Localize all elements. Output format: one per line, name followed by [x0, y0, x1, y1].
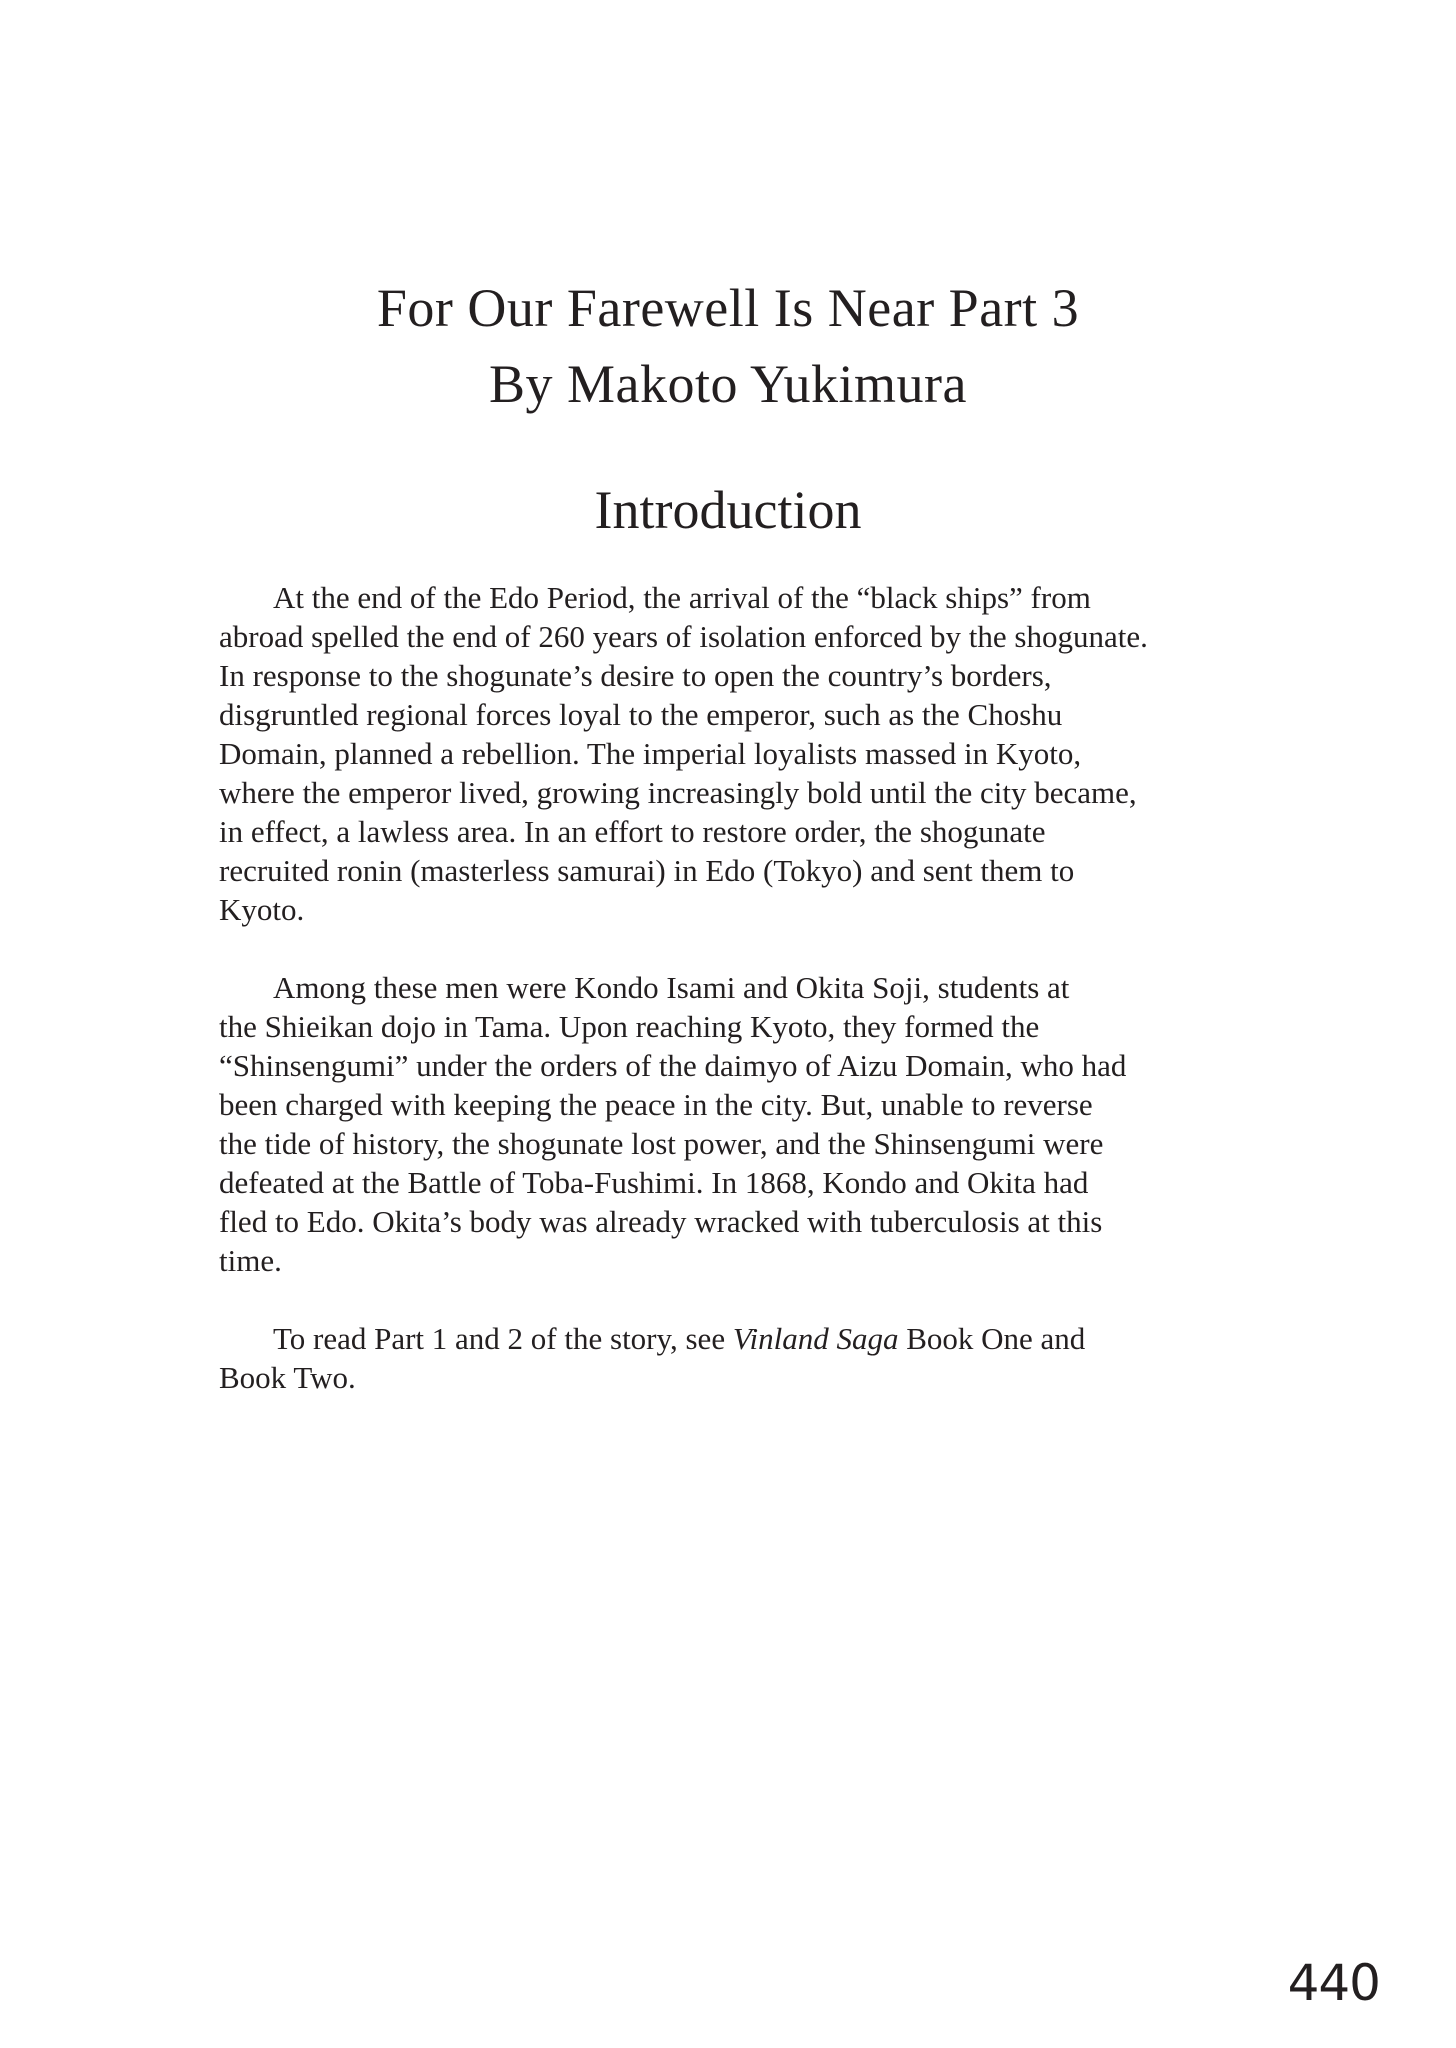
paragraph-line: defeated at the Battle of Toba-Fushimi. In 1868, Kondo and Okita had: [219, 1165, 1089, 1200]
paragraph-line: the tide of history, the shogunate lost power, and the Shinsengumi were: [219, 1126, 1104, 1161]
paragraph-line: time.: [219, 1243, 282, 1278]
book-title-italic: Vinland Saga: [732, 1321, 899, 1356]
paragraph-line: At the end of the Edo Period, the arrival of the “black ships” from: [273, 580, 1091, 615]
paragraph-line: Among these men were Kondo Isami and Okita Soji, students at: [273, 970, 1070, 1005]
paragraph-3: [219, 1319, 1259, 1397]
paragraph-line: in effect, a lawless area. In an effort to restore order, the shogunate: [219, 814, 1046, 849]
paragraph-2: [219, 968, 1259, 1280]
paragraph-line: the Shieikan dojo in Tama. Upon reaching Kyoto, they formed the: [219, 1009, 1040, 1044]
page-number: 440: [1287, 1954, 1380, 2012]
paragraph-text: To read Part 1 and 2 of the story, see: [273, 1321, 733, 1356]
story-title: For Our Farewell Is Near Part 3: [376, 278, 1080, 338]
body-text: [219, 578, 1259, 1436]
story-author: By Makoto Yukimura: [489, 354, 967, 414]
paragraph-line: been charged with keeping the peace in the city. But, unable to reverse: [219, 1087, 1093, 1122]
section-heading: Introduction: [594, 480, 862, 540]
paragraph-line: In response to the shogunate’s desire to open the country’s borders,: [219, 658, 1052, 693]
paragraph-line: recruited ronin (masterless samurai) in Edo (Tokyo) and sent them to: [219, 853, 1075, 888]
paragraph-line: disgruntled regional forces loyal to the emperor, such as the Choshu: [219, 697, 1063, 732]
paragraph-1: [219, 578, 1259, 929]
paragraph-line: [219, 1319, 1259, 1358]
paragraph-line: Kyoto.: [219, 892, 305, 927]
paragraph-line: Domain, planned a rebellion. The imperial loyalists massed in Kyoto,: [219, 736, 1082, 771]
paragraph-line: “Shinsengumi” under the orders of the daimyo of Aizu Domain, who had: [219, 1048, 1127, 1083]
paragraph-line: fled to Edo. Okita’s body was already wracked with tuberculosis at this: [219, 1204, 1103, 1239]
paragraph-line: Book Two.: [219, 1360, 356, 1395]
paragraph-line: abroad spelled the end of 260 years of isolation enforced by the shogunate.: [219, 619, 1148, 654]
title-block: [0, 270, 1456, 422]
paragraph-line: where the emperor lived, growing increasingly bold until the city became,: [219, 775, 1137, 810]
paragraph-text: Book One and: [898, 1321, 1086, 1356]
